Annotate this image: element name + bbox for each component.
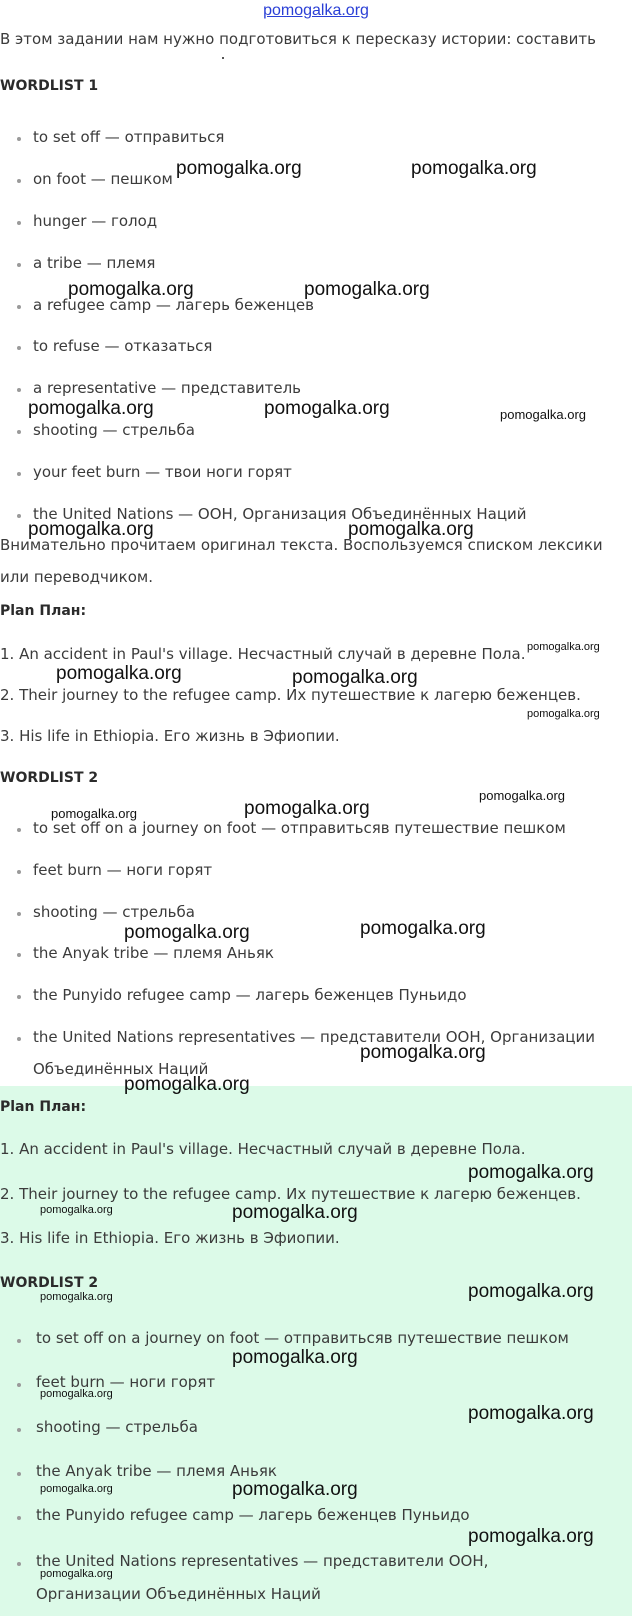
watermark: pomogalka.org xyxy=(28,519,154,540)
list-item-text: to refuse — отказаться xyxy=(33,337,213,355)
bullet-icon xyxy=(17,1562,21,1566)
wordlist1-title: WORDLIST 1 xyxy=(0,78,99,94)
watermark: pomogalka.org xyxy=(40,1388,113,1400)
bullet-icon xyxy=(17,1037,21,1041)
watermark: pomogalka.org xyxy=(411,158,537,179)
watermark: pomogalka.org xyxy=(28,398,154,419)
watermark: pomogalka.org xyxy=(232,1202,358,1223)
bullet-icon xyxy=(17,1428,21,1432)
bullet-icon xyxy=(17,828,21,832)
plan1-item: 1. An accident in Paul's village. Несчастный случай в деревне Пола. xyxy=(0,645,526,663)
watermark: pomogalka.org xyxy=(40,1204,113,1216)
bullet-icon xyxy=(17,995,21,999)
list-item-text: to set off on a journey on foot — отправитьсяв путешествие пешком xyxy=(36,1329,569,1347)
watermark: pomogalka.org xyxy=(176,158,302,179)
bullet-icon xyxy=(17,514,21,518)
watermark: pomogalka.org xyxy=(500,407,586,422)
list-item-text: hunger — голод xyxy=(33,212,158,230)
watermark: pomogalka.org xyxy=(232,1347,358,1368)
list-item-text: your feet burn — твои ноги горят xyxy=(33,463,292,481)
list-item-text: shooting — стрельба xyxy=(33,421,195,439)
watermark: pomogalka.org xyxy=(468,1281,594,1302)
list-item-text: shooting — стрельба xyxy=(36,1418,198,1436)
watermark: pomogalka.org xyxy=(360,1042,486,1063)
watermark: pomogalka.org xyxy=(40,1483,113,1495)
watermark: pomogalka.org xyxy=(468,1403,594,1424)
list-item-text: the Anyak tribe — племя Аньяк xyxy=(36,1462,277,1480)
list-item-text: the Punyido refugee camp — лагерь беженцев Пуньидо xyxy=(33,986,467,1004)
bullet-icon xyxy=(17,870,21,874)
watermark: pomogalka.org xyxy=(304,279,430,300)
intro-text: В этом задании нам нужно подготовиться к пересказу истории: составить xyxy=(0,30,596,48)
list-item-text: the United Nations representatives — представители ООН, xyxy=(36,1552,489,1570)
bullet-icon xyxy=(17,137,21,141)
plan2-item: 1. An accident in Paul's village. Несчастный случай в деревне Пола. xyxy=(0,1140,526,1158)
watermark: pomogalka.org xyxy=(232,1479,358,1500)
bullet-icon xyxy=(17,1339,21,1343)
list-item-text: the United Nations representatives — представители ООН, Организации xyxy=(33,1028,595,1046)
list-item-text: Объединённых Наций xyxy=(33,1060,209,1078)
watermark: pomogalka.org xyxy=(244,798,370,819)
plan1-item: 2. Their journey to the refugee camp. Их путешествие к лагерю беженцев. xyxy=(0,686,581,704)
bullet-icon xyxy=(17,1383,21,1387)
list-item-text: a representative — представитель xyxy=(33,379,302,397)
watermark: pomogalka.org xyxy=(51,806,137,821)
watermark: pomogalka.org xyxy=(124,1074,250,1095)
bullet-icon xyxy=(17,263,21,267)
list-item-text: to set off on a journey on foot — отправитьсяв путешествие пешком xyxy=(33,819,566,837)
list-item-text: the Anyak tribe — племя Аньяк xyxy=(33,944,274,962)
read-text-line2: или переводчиком. xyxy=(0,568,153,586)
watermark: pomogalka.org xyxy=(360,918,486,939)
list-item-text: on foot — пешком xyxy=(33,170,173,188)
bullet-icon xyxy=(17,305,21,309)
list-item-text: shooting — стрельба xyxy=(33,903,195,921)
watermark: pomogalka.org xyxy=(468,1526,594,1547)
watermark: pomogalka.org xyxy=(56,663,182,684)
list-item-text: feet burn — ноги горят xyxy=(33,861,213,879)
bullet-icon xyxy=(17,1472,21,1476)
list-item-text: Организации Объединённых Наций xyxy=(36,1585,321,1603)
divider-dot xyxy=(222,57,224,59)
list-item-text: a refugee camp — лагерь беженцев xyxy=(33,296,314,314)
watermark: pomogalka.org xyxy=(348,519,474,540)
watermark: pomogalka.org xyxy=(527,641,600,653)
bullet-icon xyxy=(17,430,21,434)
bullet-icon xyxy=(17,1516,21,1520)
bullet-icon xyxy=(17,953,21,957)
plan2-item: 2. Their journey to the refugee camp. Их путешествие к лагерю беженцев. xyxy=(0,1185,581,1203)
watermark: pomogalka.org xyxy=(40,1568,113,1580)
watermark: pomogalka.org xyxy=(292,667,418,688)
bullet-icon xyxy=(17,179,21,183)
watermark: pomogalka.org xyxy=(68,279,194,300)
read-text-line1: Внимательно прочитаем оригинал текста. Воспользуемся списком лексики xyxy=(0,536,603,554)
site-header-link[interactable]: pomogalka.org xyxy=(263,2,369,19)
bullet-icon xyxy=(17,912,21,916)
wordlist3-title: WORDLIST 2 xyxy=(0,1275,99,1291)
list-item-text: the Punyido refugee camp — лагерь беженцев Пуньидо xyxy=(36,1506,470,1524)
bullet-icon xyxy=(17,472,21,476)
plan1-title: Plan План: xyxy=(0,603,87,619)
watermark: pomogalka.org xyxy=(479,788,565,803)
plan2-title: Plan План: xyxy=(0,1099,87,1115)
watermark: pomogalka.org xyxy=(527,708,600,720)
watermark: pomogalka.org xyxy=(468,1162,594,1183)
plan2-item: 3. His life in Ethiopia. Его жизнь в Эфиопии. xyxy=(0,1229,340,1247)
list-item-text: feet burn — ноги горят xyxy=(36,1373,216,1391)
wordlist2-title: WORDLIST 2 xyxy=(0,770,99,786)
plan1-item: 3. His life in Ethiopia. Его жизнь в Эфиопии. xyxy=(0,727,340,745)
list-item-text: a tribe — племя xyxy=(33,254,156,272)
watermark: pomogalka.org xyxy=(40,1291,113,1303)
watermark: pomogalka.org xyxy=(124,922,250,943)
list-item-text: to set off — отправиться xyxy=(33,128,225,146)
list-item-text: the United Nations — ООН, Организация Объединённых Наций xyxy=(33,505,527,523)
bullet-icon xyxy=(17,346,21,350)
watermark: pomogalka.org xyxy=(264,398,390,419)
bullet-icon xyxy=(17,388,21,392)
bullet-icon xyxy=(17,221,21,225)
